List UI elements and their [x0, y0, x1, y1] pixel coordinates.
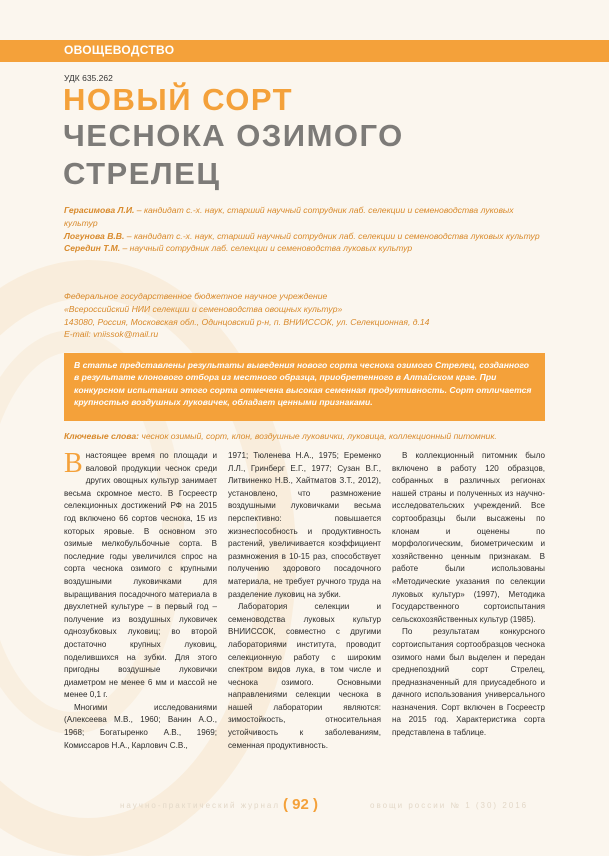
- keywords-text: чеснок озимый, сорт, клон, воздушные луковички, луковица, коллекционный питомник.: [139, 431, 497, 441]
- keywords-label: Ключевые слова:: [64, 431, 139, 441]
- keywords-line: [64, 430, 545, 442]
- author-name: Логунова В.В.: [64, 230, 125, 241]
- author-name: Середин Т.М.: [64, 243, 121, 254]
- affiliation-line: «Всероссийский НИИ селекции и семеноводства овощных культур»: [64, 303, 343, 314]
- paragraph: 1971; Тюленева Н.А., 1975; Еременко Л.Л., Гринберг Е.Г., 1977; Сузан В.Г., Литвиненко Н.В., Хайтматов З.Т., 2012), установлено, что размножение воздушными луковичками весьма перспективно: повышается жизнеспособность и продуктивность растений, увеличивается коэффициент размножения в 10-15 раз, способствует получению здорового посадочного материала, не требует ручного труда на разделение луковиц на зубки.: [228, 451, 381, 599]
- affiliation-block: [64, 290, 544, 341]
- text-column-3: [392, 450, 545, 745]
- paragraph: В коллекционный питомник было включено в работу 120 образцов, собранных в различных регионах нашей страны и полученных из научно-исследовательских учреждений. Все сортообразцы были высажены по клонам и оценены по морфологическим, биометрическим и хозяйственно ценным признакам. В работе были использованы «Методические указания по селекции луковых культур» (1997), Методика Государственного сортоиспытания сельскохозяйственных культур (1985).: [392, 451, 545, 624]
- author-description: – кандидат с.-х. наук, старший научный сотрудник лаб. селекции и семеноводства луковых культур: [64, 205, 514, 228]
- abstract-box: [64, 353, 545, 421]
- paragraph: Многими исследованиями (Алексеева М.В., 1960; Ванин А.О., 1968; Богатыренко А.В., 1969; Комиссаров Н.А., Карлович С.В.,: [64, 702, 217, 750]
- author-entry: [64, 230, 544, 243]
- udk-code: УДК 635.262: [64, 73, 113, 83]
- page-footer: [0, 796, 609, 816]
- affiliation-email: E-mail: vniissok@mail.ru: [64, 329, 159, 340]
- text-column-1: [64, 448, 217, 750]
- footer-journal-issue: овощи россии № 1 (30) 2016: [370, 801, 529, 810]
- author-entry: [64, 242, 544, 255]
- drop-cap: В: [64, 448, 83, 479]
- author-entry: [64, 204, 544, 230]
- author-description: – кандидат с.-х. наук, старший научный сотрудник лаб. селекции и семеноводства луковых культур: [124, 230, 540, 241]
- article-title-line2: ЧЕСНОКА ОЗИМОГО СТРЕЛЕЦ: [63, 118, 404, 191]
- page-number: ( 92 ): [283, 796, 319, 813]
- article-title-line1: НОВЫЙ СОРТ: [63, 82, 294, 117]
- author-description: – научный сотрудник лаб. селекции и семеноводства луковых культур: [120, 243, 413, 254]
- paragraph: По результатам конкурсного сортоиспытания сортообразцов чеснока озимого нами был выделен и передан среднепоздний сорт Стрелец, предназначенный для приусадебного и дачного использования универсального назначения. Сорт включен в Госреестр на 2015 год. Характеристика сорта представлена в таблице.: [392, 627, 545, 738]
- author-name: Герасимова Л.И.: [64, 205, 135, 215]
- section-title: ОВОЩЕВОДСТВО: [64, 43, 175, 57]
- paragraph: настоящее время по площади и валовой продукции чеснок среди других овощных культур занимает весьма скромное место. В Госреестр селекционных достижений РФ на 2015 год включено 66 сортов чеснока, 15 из которых яровые. В основном это озимые мелкобульбочные сорта. В последние годы увеличился спрос на сорта чеснока озимого с крупными воздушными луковичками для выращивания посадочного материала в двухлетней культуре – в первый год – получение из воздушных луковичек однозубковых луковиц; во второй достаточно крупных луковиц, поделившихся на зубки. Для этого пригодны воздушные луковички диаметром не менее 6 мм и массой не менее 0,1 г.: [64, 451, 217, 700]
- affiliation-line: 143080, Россия, Московская обл., Одинцовский р-н, п. ВНИИССОК, ул. Селекционная, д.14: [64, 316, 430, 327]
- abstract-text: В статье представлены результаты выведения нового сорта чеснока озимого Стрелец, созданного в результате клонового отбора из местного образца, приобретенного в Алтайском крае. При конкурсном испытании этого сорта отмечена высокая семенная продуктивность. Сорт отличается крупностью воздушных луковичек, обладает ценными признаками.: [74, 360, 532, 407]
- text-column-2: [228, 450, 381, 750]
- authors-block: [64, 204, 544, 255]
- footer-journal-type: научно-практический журнал: [120, 801, 281, 810]
- affiliation-line: Федеральное государственное бюджетное научное учреждение: [64, 291, 328, 301]
- section-header: [0, 40, 609, 62]
- paragraph: Лаборатория селекции и семеноводства луковых культур ВНИИССОК, совместно с другими лабораториями института, проводит селекционную работу с широким спектром видов лука, в том числе и чеснока озимого. Основными направлениями селекции чеснока в нашей лаборатории являются: зимостойкость, относительная устойчивость к заболеваниям, семенная продуктивность.: [228, 602, 381, 750]
